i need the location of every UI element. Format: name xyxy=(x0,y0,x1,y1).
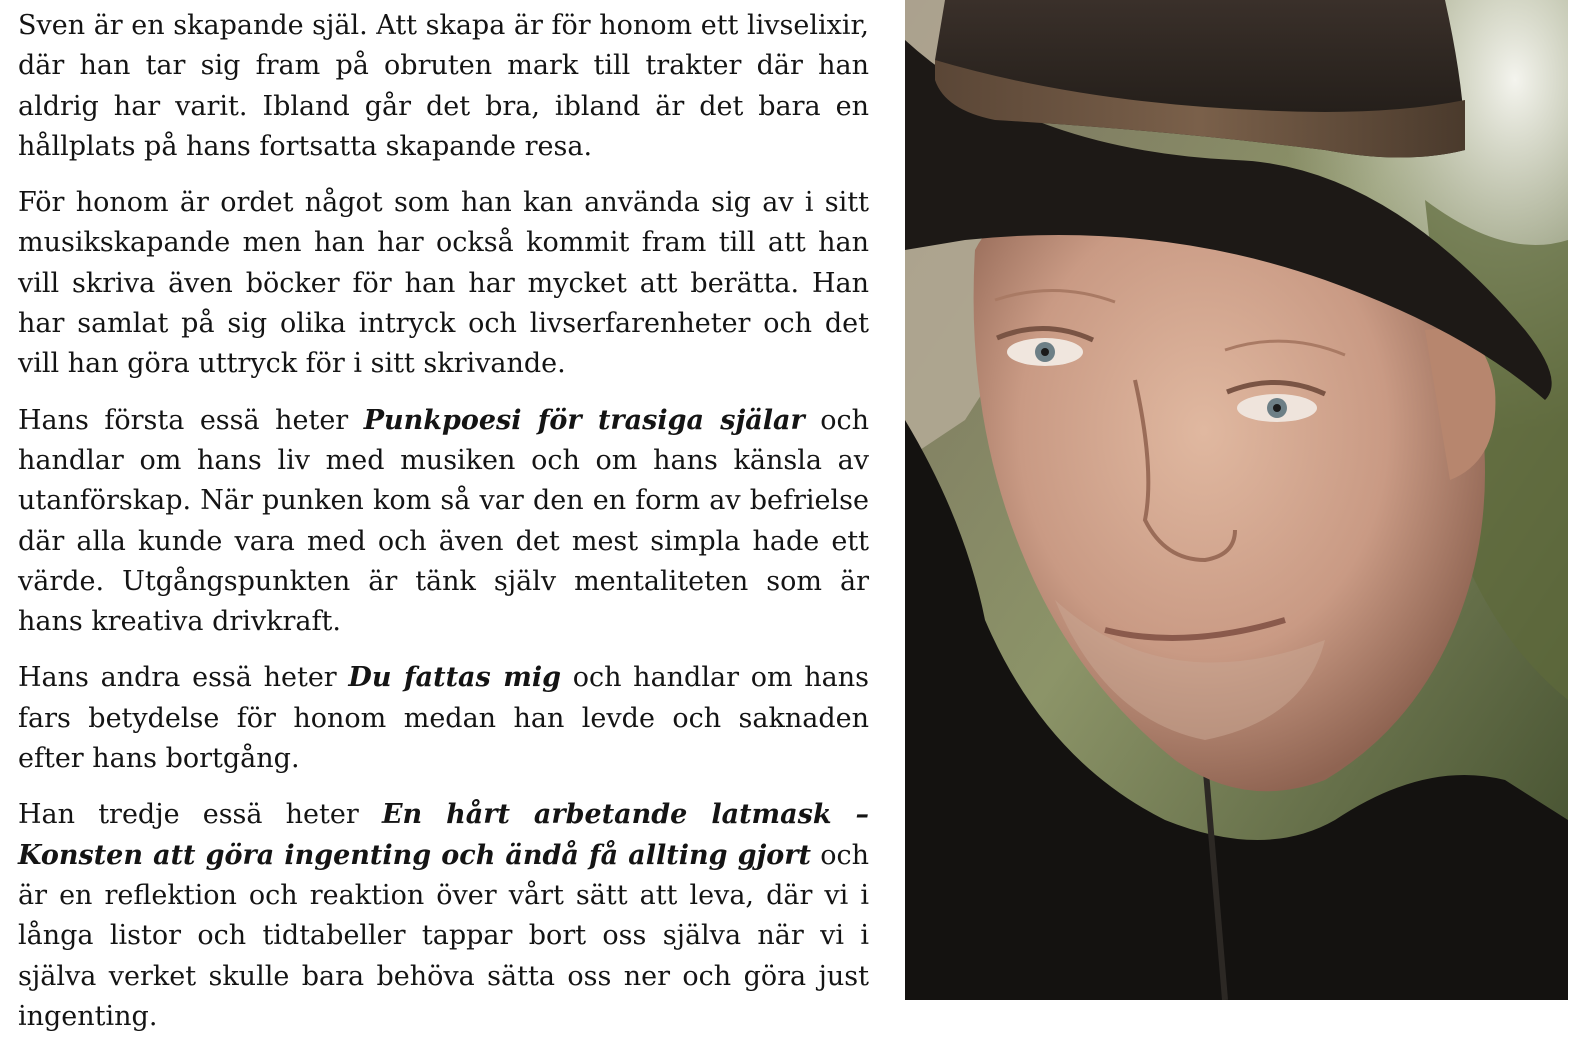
paragraph-first-essay xyxy=(18,401,869,643)
first-essay-body: och handlar om hans liv med musiken och om hans känsla av utanförskap. När punken kom så var den en form av befrielse där alla kunde vara med och även det mest simpla hade ett värde. Utgångspunkten är tänk själv mentaliteten som är hans kreativa drivkraft. xyxy=(18,404,869,638)
paragraph-second-essay xyxy=(18,658,869,779)
portrait-photo xyxy=(905,0,1568,1000)
second-essay-title: Du fattas mig xyxy=(348,662,561,694)
portrait-illustration xyxy=(905,0,1568,1000)
third-essay-body: och är en reflektion och reaktion över vårt sätt att leva, där vi i långa listor och tidtabeller tappar bort oss själva när vi i själva verket skulle bara behöva sätta oss ner och göra just ingenting. xyxy=(18,839,869,1032)
paragraph-intro xyxy=(18,6,869,167)
left-pupil xyxy=(1041,348,1049,356)
intro-text: Sven är en skapande själ. Att skapa är för honom ett livselixir, där han tar sig fram på obruten mark till trakter där han aldrig har varit. Ibland går det bra, ibland är det bara en hållplats på hans fortsatta skapande resa. xyxy=(18,10,869,162)
first-essay-title: Punkpoesi för trasiga själar xyxy=(363,404,805,436)
right-pupil xyxy=(1273,404,1281,412)
paragraph-third-essay xyxy=(18,795,869,1037)
first-essay-lead: Hans första essä heter xyxy=(18,404,364,436)
second-essay-lead: Hans andra essä heter xyxy=(18,662,349,694)
third-essay-title: En hårt arbetande latmask – Konsten att göra ingenting och ändå få allting gjort xyxy=(18,799,869,871)
article-text xyxy=(18,6,869,1037)
writing-text: För honom är ordet något som han kan använda sig av i sitt musikskapande men han har också kommit fram till att han vill skriva även böcker för han har mycket att berätta. Han har samlat på sig olika intryck och livserfarenheter och det vill han göra uttryck för i sitt skrivande. xyxy=(18,187,869,380)
paragraph-writing xyxy=(18,183,869,384)
second-essay-body: och handlar om hans fars betydelse för honom medan han levde och saknaden efter hans bortgång. xyxy=(18,662,869,775)
third-essay-lead: Han tredje essä heter xyxy=(18,799,382,831)
